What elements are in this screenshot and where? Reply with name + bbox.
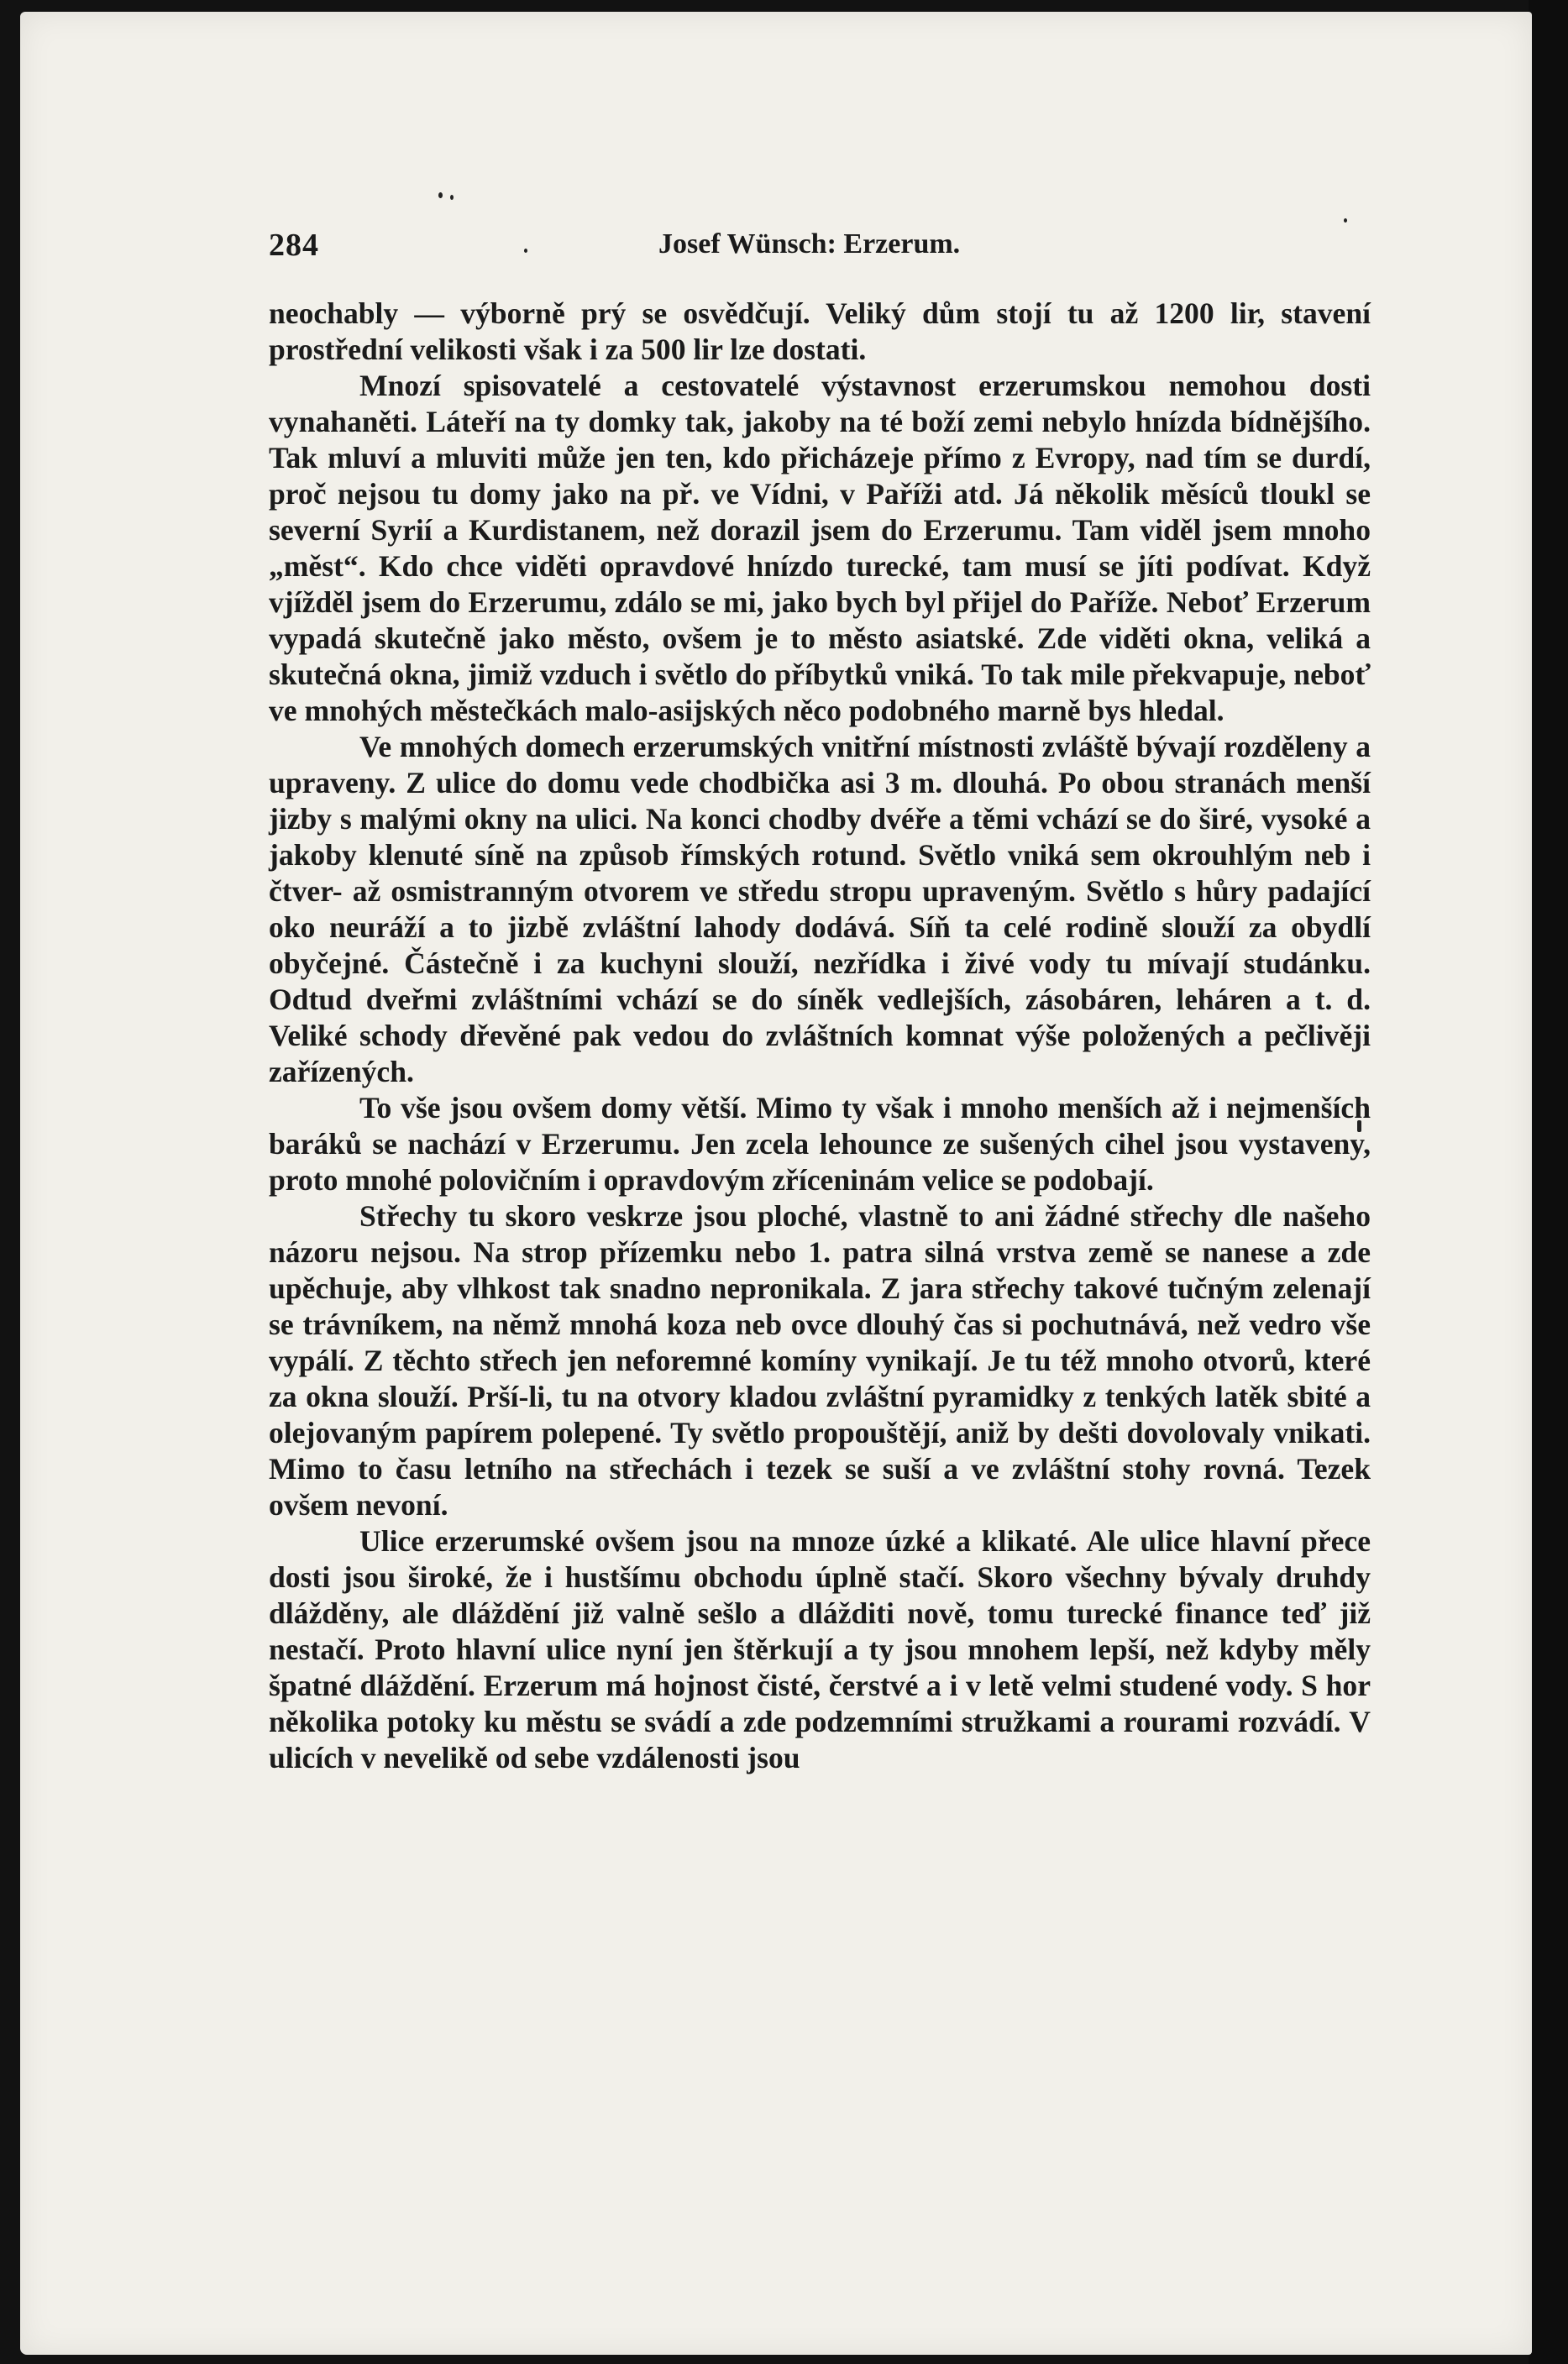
running-title: Josef Wünsch: Erzerum. — [658, 228, 961, 259]
print-speck — [438, 192, 443, 198]
paragraph: neochably — výborně prý se osvědčují. Veliký dům stojí tu až 1200 lir, stavení prostřední velikosti však i za 500 lir lze dostati. — [269, 296, 1371, 366]
scan-dark-edge — [1529, 0, 1568, 2364]
paragraph: Ulice erzerumské ovšem jsou na mnoze úzké a klikaté. Ale ulice hlavní přece dosti jsou široké, že i hustšímu obchodu úplně stačí. Skoro všechny bývaly druhdy dlážděny, ale dláždění již valně sešlo a dlážditi nově, tomu turecké finance teď již nestačí. Proto hlavní ulice nyní jen štěrkují a ty jsou mnohem lepší, než kdyby měly špatné dláždění. Erzerum má hojnost čisté, čerstvé a i v letě velmi studené vody. S hor několika potoky ku městu se svádí a zde podzemními stružkami a rourami rozvádí. V ulicích v nevelikě od sebe vzdálenosti jsou — [269, 1524, 1371, 1774]
paragraph: Ve mnohých domech erzerumských vnitřní místnosti zvláště bývají rozděleny a upraveny. Z ulice do domu vede chodbička asi 3 m. dlouhá. Po obou stranách menší jizby s malými okny na ulici. Na konci chodby dvéře a těmi vchází se do širé, vysoké a jakoby klenuté síně na způsob římských rotund. Světlo vniká sem okrouhlým neb i čtver- až osmistranným otvorem ve středu stropu upraveným. Světlo s hůry padající oko neuráží a to jizbě zvláštní lahody dodává. Síň ta celé rodině slouží za obydlí obyčejné. Částečně i za kuchyni slouží, nezřídka i živé vody tu mívají studánku. Odtud dveřmi zvláštními vchází se do síněk vedlejších, zásobáren, leháren a t. d. Veliké schody dřevěné pak vedou do zvláštních komnat výše položených a pečlivěji zařízených. — [269, 730, 1371, 1088]
page-number: 284 — [269, 228, 319, 263]
paragraph: To vše jsou ovšem domy větší. Mimo ty však i mnoho menších až i nejmenších baráků se nachází v Erzerumu. Jen zcela lehounce ze sušených cihel jsou vystaveny, proto mnohé polovičním i opravdovým zříceninám velice se podobají. — [269, 1091, 1371, 1197]
running-header — [20, 220, 1532, 270]
print-speck — [450, 195, 454, 200]
paragraph: Střechy tu skoro veskrze jsou ploché, vlastně to ani žádné střechy dle našeho názoru nejsou. Na strop přízemku nebo 1. patra silná vrstva země se nanese a zde upěchuje, aby vlhkost tak snadno nepronikala. Z jara střechy takové tučným zelenají se trávníkem, na němž mnohá koza neb ovce dlouhý čas si pochutnává, než vedro vše vypálí. Z těchto střech jen neforemné komíny vynikají. Je tu též mnoho otvorů, které za okna slouží. Prší-li, tu na otvory kladou zvláštní pyramidky z tenkých latěk sbité a olejovaným papírem polepené. Ty světlo propouštějí, aniž by dešti dovolovaly vnikati. Mimo to času letního na střechách i tezek se suší a ve zvláštní stohy rovná. Tezek ovšem nevoní. — [269, 1199, 1371, 1522]
body-text — [269, 296, 1371, 1776]
paragraph: Mnozí spisovatelé a cestovatelé výstavnost erzerumskou nemohou dosti vynahaněti. Láteří na ty domky tak, jakoby na té boží zemi nebylo hnízda bídnějšího. Tak mluví a mluviti může jen ten, kdo přicházeje přímo z Evropy, nad tím se durdí, proč nejsou tu domy jako na př. ve Vídni, v Paříži atd. Já několik měsíců tloukl se severní Syrií a Kurdistanem, než dorazil jsem do Erzerumu. Tam viděl jsem mnoho „měst“. Kdo chce viděti opravdové hnízdo turecké, tam musí se jíti podívat. Když vjížděl jsem do Erzerumu, zdálo se mi, jako bych byl přijel do Paříže. Neboť Erzerum vypadá skutečně jako město, ovšem je to město asiatské. Zde viděti okna, veliká a skutečná okna, jimiž vzduch i světlo do příbytků vniká. To tak mile překvapuje, neboť ve mnohých městečkách malo-asijských něco podobného marně bys hledal. — [269, 369, 1371, 727]
book-page — [20, 12, 1532, 2355]
